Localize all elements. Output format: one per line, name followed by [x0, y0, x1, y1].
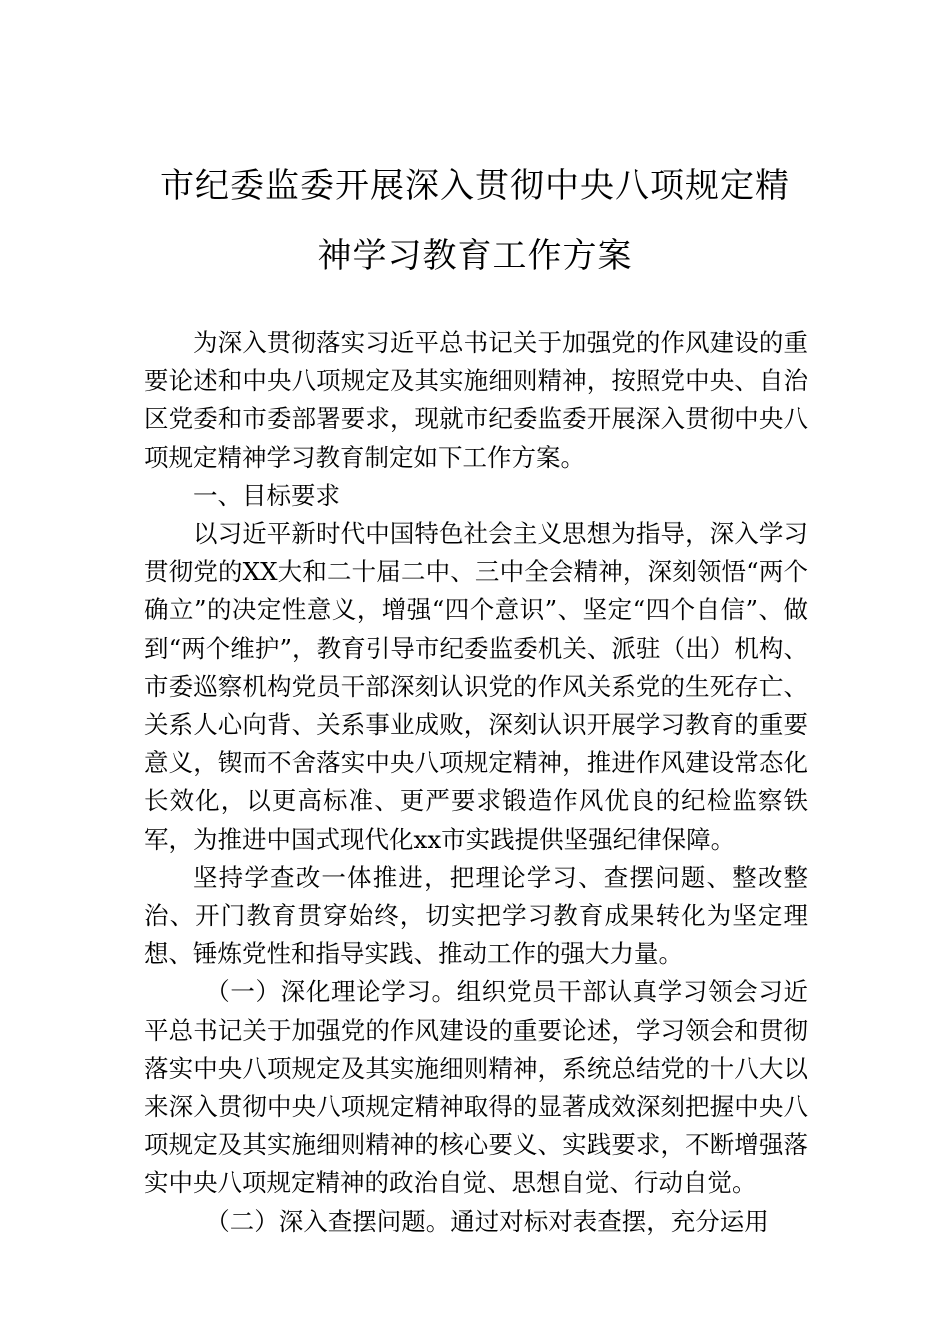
document-body: [144, 324, 808, 1241]
intro-paragraph: 为深入贯彻落实习近平总书记关于加强党的作风建设的重要论述和中央八项规定及其实施细则精神，按照党中央、自治区党委和市委部署要求，现就市纪委监委开展深入贯彻中央八项规定精神学习教育制定如下工作方案。: [144, 328, 808, 472]
section-heading-goals: 一、目标要求: [193, 480, 340, 510]
document-title-line-2: 神学习教育工作方案: [317, 236, 633, 276]
body-paragraph: 以习近平新时代中国特色社会主义思想为指导，深入学习贯彻党的XX大和二十届二中、三中全会精神，深刻领悟“两个确立”的决定性意义，增强“四个意识”、坚定“四个自信”、做到“两个维护”，教育引导市纪委监委机关、派驻（出）机构、市委巡察机构党员干部深刻认识党的作风关系党的生死存亡、关系人心向背、关系事业成败，深刻认识开展学习教育的重要意义，锲而不舍落实中央八项规定精神，推进作风建设常态化长效化，以更高标准、更严要求锻造作风优良的纪检监察铁军，为推进中国式现代化xx市实践提供坚强纪律保障。: [144, 519, 808, 854]
subsection-paragraph-theory-study: （一）深化理论学习。组织党员干部认真学习领会习近平总书记关于加强党的作风建设的重要论述，学习领会和贯彻落实中央八项规定及其实施细则精神，系统总结党的十八大以来深入贯彻中央八项规定精神取得的显著成效深刻把握中央八项规定及其实施细则精神的核心要义、实践要求，不断增强落实中央八项规定精神的政治自觉、思想自觉、行动自觉。: [144, 977, 808, 1198]
body-paragraph: 坚持学查改一体推进，把理论学习、查摆问题、整改整治、开门教育贯穿始终，切实把学习教育成果转化为坚定理想、锤炼党性和指导实践、推动工作的强大力量。: [144, 862, 808, 969]
subsection-paragraph-problem-check: （二）深入查摆问题。通过对标对表查摆，充分运用: [205, 1206, 769, 1236]
document-title-line-1: 市纪委监委开展深入贯彻中央八项规定精: [160, 166, 790, 206]
